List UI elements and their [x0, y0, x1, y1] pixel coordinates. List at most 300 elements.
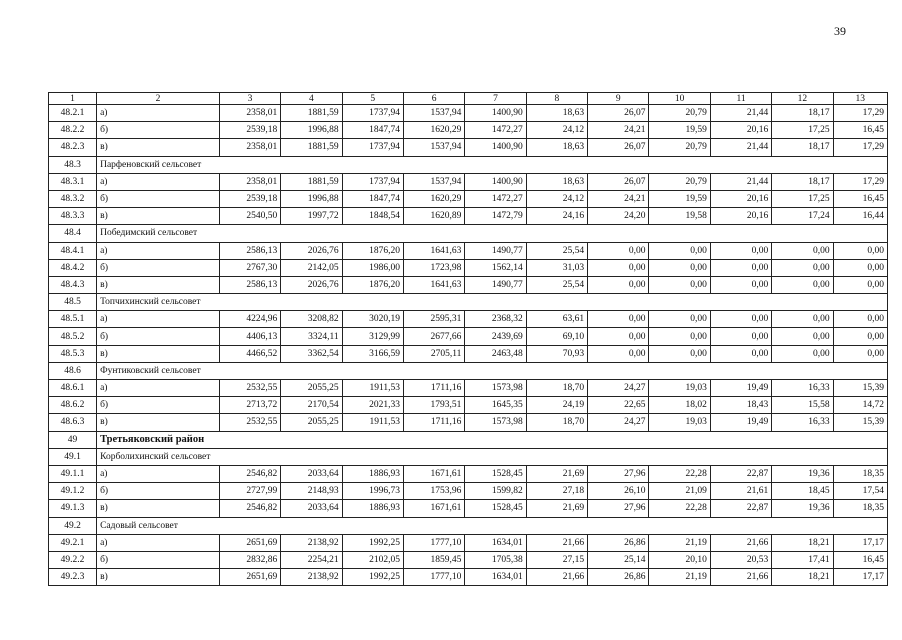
section-code: 48.6: [49, 362, 97, 379]
cell-col-12: 18,21: [772, 534, 833, 551]
cell-col-13: 16,44: [833, 208, 887, 225]
row-code: 48.3.1: [49, 173, 97, 190]
cell-col-3: 2540,50: [219, 208, 280, 225]
column-header-8: 8: [526, 93, 587, 105]
cell-col-11: 19,49: [710, 414, 771, 431]
cell-col-10: 19,03: [649, 414, 710, 431]
cell-col-8: 24,16: [526, 208, 587, 225]
cell-col-6: 1537,94: [403, 173, 464, 190]
cell-col-13: 14,72: [833, 397, 887, 414]
row-letter: б): [97, 190, 220, 207]
row-letter: б): [97, 551, 220, 568]
cell-col-9: 24,27: [588, 380, 649, 397]
cell-col-11: 18,43: [710, 397, 771, 414]
cell-col-3: 2767,30: [219, 259, 280, 276]
column-header-2: 2: [97, 93, 220, 105]
cell-col-9: 0,00: [588, 311, 649, 328]
cell-col-11: 20,16: [710, 122, 771, 139]
cell-col-13: 16,45: [833, 551, 887, 568]
cell-col-13: 15,39: [833, 380, 887, 397]
cell-col-6: 1620,29: [403, 190, 464, 207]
cell-col-6: 1777,10: [403, 534, 464, 551]
row-code: 48.5.2: [49, 328, 97, 345]
cell-col-12: 19,36: [772, 500, 833, 517]
cell-col-9: 26,07: [588, 139, 649, 156]
section-row: [49, 517, 888, 534]
cell-col-8: 69,10: [526, 328, 587, 345]
cell-col-5: 1911,53: [342, 380, 403, 397]
cell-col-8: 24,12: [526, 122, 587, 139]
cell-col-7: 1472,27: [465, 190, 526, 207]
cell-col-10: 0,00: [649, 345, 710, 362]
cell-col-7: 1645,35: [465, 397, 526, 414]
cell-col-10: 22,28: [649, 465, 710, 482]
cell-col-4: 2254,21: [281, 551, 342, 568]
cell-col-6: 1777,10: [403, 569, 464, 586]
cell-col-3: 2651,69: [219, 534, 280, 551]
cell-col-7: 1562,14: [465, 259, 526, 276]
section-code: 49.2: [49, 517, 97, 534]
cell-col-6: 1671,61: [403, 465, 464, 482]
column-header-5: 5: [342, 93, 403, 105]
section-label: Корболихинский сельсовет: [97, 448, 888, 465]
column-header-1: 1: [49, 93, 97, 105]
cell-col-7: 2368,32: [465, 311, 526, 328]
cell-col-8: 18,63: [526, 139, 587, 156]
cell-col-9: 26,86: [588, 534, 649, 551]
cell-col-11: 21,44: [710, 173, 771, 190]
cell-col-8: 70,93: [526, 345, 587, 362]
cell-col-4: 2026,76: [281, 276, 342, 293]
cell-col-4: 2033,64: [281, 500, 342, 517]
cell-col-11: 20,53: [710, 551, 771, 568]
cell-col-7: 1599,82: [465, 483, 526, 500]
cell-col-10: 0,00: [649, 259, 710, 276]
table-row: [49, 345, 888, 362]
section-code: 48.4: [49, 225, 97, 242]
cell-col-13: 15,39: [833, 414, 887, 431]
cell-col-6: 1711,16: [403, 380, 464, 397]
cell-col-4: 3324,11: [281, 328, 342, 345]
cell-col-6: 1620,89: [403, 208, 464, 225]
row-code: 49.1.2: [49, 483, 97, 500]
cell-col-7: 1634,01: [465, 534, 526, 551]
cell-col-5: 1737,94: [342, 173, 403, 190]
cell-col-12: 0,00: [772, 328, 833, 345]
table-row: [49, 122, 888, 139]
cell-col-9: 27,96: [588, 465, 649, 482]
cell-col-12: 18,17: [772, 173, 833, 190]
cell-col-7: 1528,45: [465, 500, 526, 517]
row-code: 49.2.1: [49, 534, 97, 551]
row-letter: в): [97, 345, 220, 362]
cell-col-3: 2358,01: [219, 105, 280, 122]
cell-col-7: 1472,79: [465, 208, 526, 225]
cell-col-8: 21,69: [526, 500, 587, 517]
cell-col-3: 2358,01: [219, 173, 280, 190]
cell-col-10: 21,09: [649, 483, 710, 500]
cell-col-13: 17,29: [833, 139, 887, 156]
cell-col-5: 3020,19: [342, 311, 403, 328]
cell-col-6: 1793,51: [403, 397, 464, 414]
row-code: 48.4.1: [49, 242, 97, 259]
cell-col-4: 2148,93: [281, 483, 342, 500]
section-row: [49, 448, 888, 465]
cell-col-8: 18,63: [526, 105, 587, 122]
cell-col-11: 21,61: [710, 483, 771, 500]
cell-col-3: 2539,18: [219, 190, 280, 207]
row-code: 48.3.3: [49, 208, 97, 225]
cell-col-10: 20,79: [649, 173, 710, 190]
table-row: [49, 534, 888, 551]
cell-col-8: 18,70: [526, 414, 587, 431]
row-code: 48.2.2: [49, 122, 97, 139]
table-row: [49, 208, 888, 225]
cell-col-9: 24,21: [588, 122, 649, 139]
cell-col-13: 16,45: [833, 190, 887, 207]
cell-col-4: 2138,92: [281, 569, 342, 586]
row-code: 48.5.1: [49, 311, 97, 328]
cell-col-8: 31,03: [526, 259, 587, 276]
cell-col-4: 1997,72: [281, 208, 342, 225]
cell-col-11: 0,00: [710, 242, 771, 259]
cell-col-12: 17,24: [772, 208, 833, 225]
row-letter: а): [97, 311, 220, 328]
cell-col-12: 18,17: [772, 139, 833, 156]
cell-col-9: 27,96: [588, 500, 649, 517]
column-header-7: 7: [465, 93, 526, 105]
cell-col-10: 0,00: [649, 242, 710, 259]
column-header-6: 6: [403, 93, 464, 105]
cell-col-4: 2142,05: [281, 259, 342, 276]
cell-col-7: 1400,90: [465, 105, 526, 122]
cell-col-9: 0,00: [588, 276, 649, 293]
cell-col-11: 20,16: [710, 208, 771, 225]
cell-col-5: 1886,93: [342, 465, 403, 482]
cell-col-5: 1876,20: [342, 276, 403, 293]
cell-col-11: 21,44: [710, 139, 771, 156]
cell-col-13: 0,00: [833, 345, 887, 362]
section-row: [49, 294, 888, 311]
cell-col-3: 2539,18: [219, 122, 280, 139]
row-code: 48.2.1: [49, 105, 97, 122]
cell-col-7: 1490,77: [465, 242, 526, 259]
cell-col-10: 20,79: [649, 139, 710, 156]
cell-col-12: 0,00: [772, 311, 833, 328]
cell-col-10: 0,00: [649, 276, 710, 293]
cell-col-13: 17,17: [833, 569, 887, 586]
cell-col-3: 2713,72: [219, 397, 280, 414]
cell-col-10: 21,19: [649, 534, 710, 551]
cell-col-6: 1723,98: [403, 259, 464, 276]
cell-col-9: 26,10: [588, 483, 649, 500]
row-code: 48.4.3: [49, 276, 97, 293]
table-row: [49, 551, 888, 568]
table-row: [49, 311, 888, 328]
cell-col-4: 1996,88: [281, 122, 342, 139]
cell-col-7: 2463,48: [465, 345, 526, 362]
cell-col-4: 2055,25: [281, 414, 342, 431]
cell-col-11: 0,00: [710, 276, 771, 293]
cell-col-12: 17,25: [772, 122, 833, 139]
cell-col-13: 0,00: [833, 276, 887, 293]
cell-col-12: 16,33: [772, 414, 833, 431]
section-label: Фунтиковский сельсовет: [97, 362, 888, 379]
cell-col-4: 2033,64: [281, 465, 342, 482]
cell-col-12: 18,45: [772, 483, 833, 500]
section-row: [49, 225, 888, 242]
cell-col-7: 1400,90: [465, 139, 526, 156]
cell-col-11: 22,87: [710, 500, 771, 517]
cell-col-6: 1641,63: [403, 242, 464, 259]
cell-col-11: 0,00: [710, 259, 771, 276]
cell-col-3: 4406,13: [219, 328, 280, 345]
table-body: [49, 93, 888, 586]
tariff-table: [48, 92, 888, 586]
row-code: 48.6.3: [49, 414, 97, 431]
cell-col-8: 63,61: [526, 311, 587, 328]
cell-col-5: 1911,53: [342, 414, 403, 431]
section-label: Победимский сельсовет: [97, 225, 888, 242]
row-letter: а): [97, 534, 220, 551]
cell-col-5: 1737,94: [342, 105, 403, 122]
row-letter: б): [97, 483, 220, 500]
section-row: [49, 362, 888, 379]
cell-col-5: 1737,94: [342, 139, 403, 156]
table-row: [49, 500, 888, 517]
cell-col-13: 18,35: [833, 465, 887, 482]
cell-col-8: 21,66: [526, 534, 587, 551]
cell-col-11: 0,00: [710, 345, 771, 362]
cell-col-11: 20,16: [710, 190, 771, 207]
cell-col-9: 0,00: [588, 259, 649, 276]
section-label: Садовый сельсовет: [97, 517, 888, 534]
row-code: 48.5.3: [49, 345, 97, 362]
table-row: [49, 380, 888, 397]
cell-col-12: 19,36: [772, 465, 833, 482]
cell-col-13: 0,00: [833, 328, 887, 345]
cell-col-10: 21,19: [649, 569, 710, 586]
cell-col-5: 2021,33: [342, 397, 403, 414]
cell-col-12: 0,00: [772, 345, 833, 362]
cell-col-10: 19,58: [649, 208, 710, 225]
cell-col-8: 21,66: [526, 569, 587, 586]
cell-col-10: 19,03: [649, 380, 710, 397]
cell-col-6: 2677,66: [403, 328, 464, 345]
row-code: 49.1.3: [49, 500, 97, 517]
cell-col-9: 0,00: [588, 345, 649, 362]
table-row: [49, 276, 888, 293]
cell-col-7: 1528,45: [465, 465, 526, 482]
cell-col-13: 16,45: [833, 122, 887, 139]
cell-col-13: 17,29: [833, 173, 887, 190]
row-letter: б): [97, 259, 220, 276]
section-row: [49, 156, 888, 173]
cell-col-3: 2586,13: [219, 276, 280, 293]
cell-col-10: 18,02: [649, 397, 710, 414]
row-code: 48.6.2: [49, 397, 97, 414]
cell-col-9: 26,86: [588, 569, 649, 586]
row-code: 49.2.3: [49, 569, 97, 586]
column-header-row: [49, 93, 888, 105]
row-code: 48.4.2: [49, 259, 97, 276]
cell-col-4: 1881,59: [281, 139, 342, 156]
cell-col-3: 2358,01: [219, 139, 280, 156]
cell-col-7: 1705,38: [465, 551, 526, 568]
table-row: [49, 414, 888, 431]
cell-col-11: 0,00: [710, 328, 771, 345]
table-row: [49, 190, 888, 207]
column-header-10: 10: [649, 93, 710, 105]
cell-col-10: 20,10: [649, 551, 710, 568]
table-row: [49, 465, 888, 482]
row-letter: а): [97, 465, 220, 482]
table-row: [49, 569, 888, 586]
column-header-12: 12: [772, 93, 833, 105]
cell-col-5: 1876,20: [342, 242, 403, 259]
row-code: 48.2.3: [49, 139, 97, 156]
cell-col-7: 1634,01: [465, 569, 526, 586]
cell-col-9: 25,14: [588, 551, 649, 568]
cell-col-3: 4466,52: [219, 345, 280, 362]
column-header-3: 3: [219, 93, 280, 105]
cell-col-8: 21,69: [526, 465, 587, 482]
cell-col-12: 18,21: [772, 569, 833, 586]
cell-col-3: 2532,55: [219, 414, 280, 431]
section-label: Парфеновский сельсовет: [97, 156, 888, 173]
column-header-4: 4: [281, 93, 342, 105]
cell-col-9: 0,00: [588, 242, 649, 259]
cell-col-11: 0,00: [710, 311, 771, 328]
cell-col-5: 3129,99: [342, 328, 403, 345]
row-letter: а): [97, 242, 220, 259]
row-letter: б): [97, 397, 220, 414]
section-code: 49: [49, 431, 97, 448]
cell-col-8: 25,54: [526, 276, 587, 293]
cell-col-7: 1472,27: [465, 122, 526, 139]
section-label: Топчихинский сельсовет: [97, 294, 888, 311]
cell-col-8: 24,12: [526, 190, 587, 207]
row-letter: в): [97, 139, 220, 156]
cell-col-10: 19,59: [649, 190, 710, 207]
cell-col-9: 26,07: [588, 173, 649, 190]
table-row: [49, 259, 888, 276]
table-row: [49, 242, 888, 259]
cell-col-5: 1992,25: [342, 569, 403, 586]
row-letter: б): [97, 328, 220, 345]
cell-col-7: 1490,77: [465, 276, 526, 293]
cell-col-3: 2546,82: [219, 500, 280, 517]
cell-col-7: 1573,98: [465, 414, 526, 431]
cell-col-12: 17,25: [772, 190, 833, 207]
cell-col-10: 19,59: [649, 122, 710, 139]
cell-col-13: 17,54: [833, 483, 887, 500]
row-code: 49.1.1: [49, 465, 97, 482]
cell-col-8: 18,63: [526, 173, 587, 190]
cell-col-8: 25,54: [526, 242, 587, 259]
cell-col-6: 1620,29: [403, 122, 464, 139]
cell-col-12: 18,17: [772, 105, 833, 122]
section-code: 49.1: [49, 448, 97, 465]
cell-col-6: 1537,94: [403, 139, 464, 156]
cell-col-10: 0,00: [649, 311, 710, 328]
cell-col-12: 0,00: [772, 242, 833, 259]
section-code: 48.5: [49, 294, 97, 311]
row-letter: в): [97, 208, 220, 225]
cell-col-12: 17,41: [772, 551, 833, 568]
cell-col-4: 2026,76: [281, 242, 342, 259]
cell-col-9: 24,27: [588, 414, 649, 431]
row-letter: в): [97, 500, 220, 517]
cell-col-6: 1711,16: [403, 414, 464, 431]
cell-col-9: 24,21: [588, 190, 649, 207]
cell-col-11: 21,44: [710, 105, 771, 122]
cell-col-9: 24,20: [588, 208, 649, 225]
row-letter: в): [97, 414, 220, 431]
cell-col-5: 3166,59: [342, 345, 403, 362]
table-row: [49, 328, 888, 345]
table-row: [49, 139, 888, 156]
column-header-9: 9: [588, 93, 649, 105]
cell-col-6: 1753,96: [403, 483, 464, 500]
cell-col-11: 19,49: [710, 380, 771, 397]
cell-col-13: 0,00: [833, 259, 887, 276]
cell-col-6: 1641,63: [403, 276, 464, 293]
cell-col-6: 1537,94: [403, 105, 464, 122]
cell-col-3: 2727,99: [219, 483, 280, 500]
cell-col-4: 2138,92: [281, 534, 342, 551]
page-number: 39: [834, 24, 846, 38]
cell-col-9: 26,07: [588, 105, 649, 122]
cell-col-4: 1996,88: [281, 190, 342, 207]
row-letter: а): [97, 105, 220, 122]
cell-col-7: 1573,98: [465, 380, 526, 397]
cell-col-12: 16,33: [772, 380, 833, 397]
cell-col-6: 1671,61: [403, 500, 464, 517]
cell-col-13: 0,00: [833, 242, 887, 259]
cell-col-3: 2832,86: [219, 551, 280, 568]
row-letter: в): [97, 569, 220, 586]
cell-col-4: 3362,54: [281, 345, 342, 362]
table-row: [49, 397, 888, 414]
cell-col-11: 21,66: [710, 569, 771, 586]
cell-col-8: 27,15: [526, 551, 587, 568]
cell-col-5: 1886,93: [342, 500, 403, 517]
column-header-11: 11: [710, 93, 771, 105]
cell-col-13: 0,00: [833, 311, 887, 328]
table-row: [49, 173, 888, 190]
cell-col-4: 2055,25: [281, 380, 342, 397]
column-header-13: 13: [833, 93, 887, 105]
cell-col-5: 1992,25: [342, 534, 403, 551]
cell-col-8: 24,19: [526, 397, 587, 414]
cell-col-8: 18,70: [526, 380, 587, 397]
table-row: [49, 105, 888, 122]
cell-col-13: 18,35: [833, 500, 887, 517]
cell-col-3: 2651,69: [219, 569, 280, 586]
cell-col-3: 2532,55: [219, 380, 280, 397]
section-row: [49, 431, 888, 448]
cell-col-6: 2595,31: [403, 311, 464, 328]
cell-col-9: 0,00: [588, 328, 649, 345]
cell-col-5: 1986,00: [342, 259, 403, 276]
section-code: 48.3: [49, 156, 97, 173]
section-label: Третьяковский район: [97, 431, 888, 448]
cell-col-6: 2705,11: [403, 345, 464, 362]
cell-col-5: 1848,54: [342, 208, 403, 225]
cell-col-4: 1881,59: [281, 105, 342, 122]
row-letter: б): [97, 122, 220, 139]
